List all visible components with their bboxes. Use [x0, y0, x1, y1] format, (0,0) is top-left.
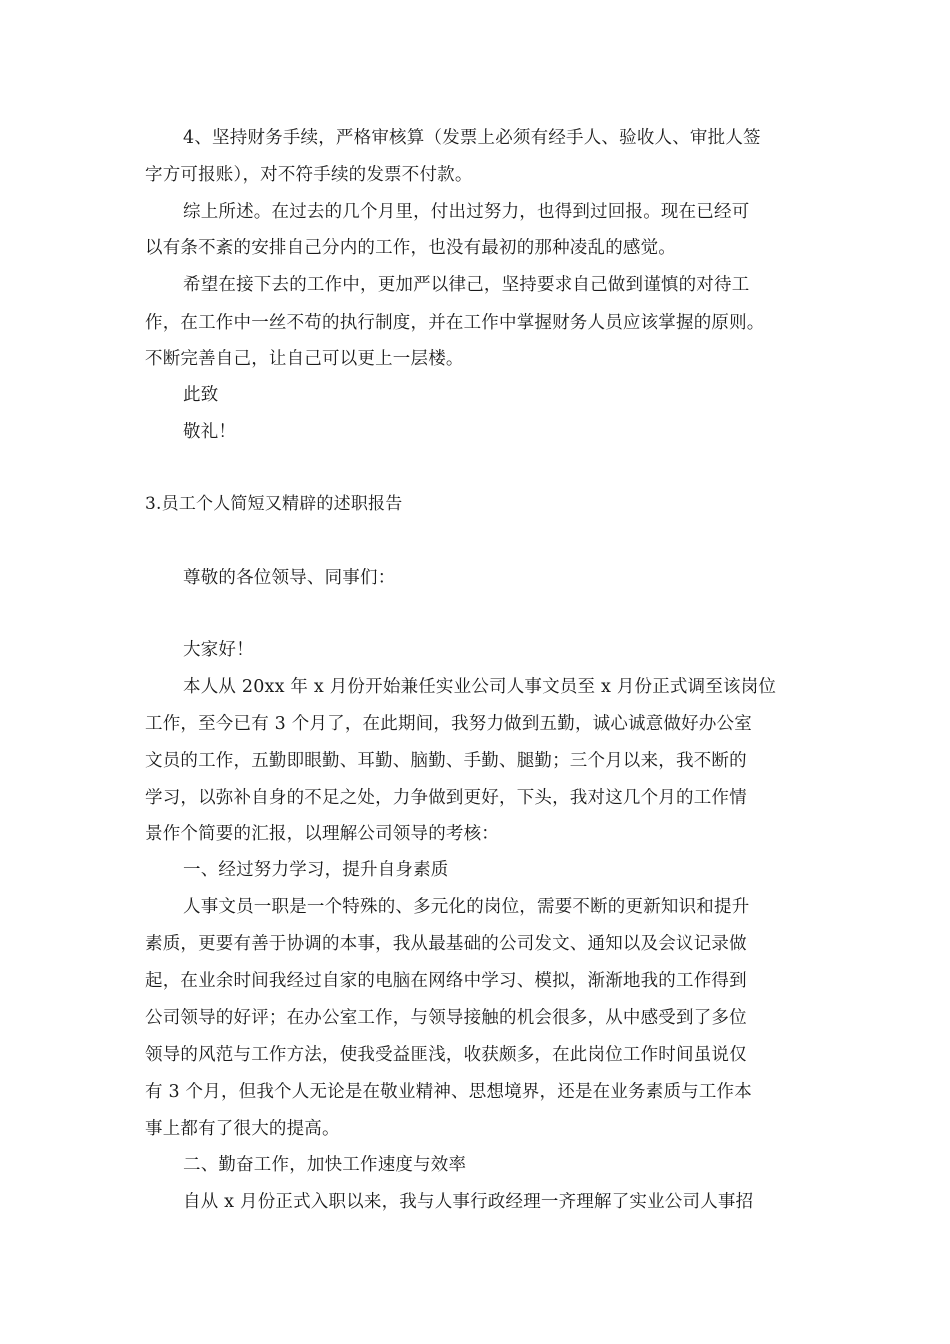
paragraph-line: 学习，以弥补自身的不足之处，力争做到更好，下头，我对这几个月的工作情 [145, 788, 747, 808]
paragraph-line: 自从 x 月份正式入职以来，我与人事行政经理一齐理解了实业公司人事招 [183, 1192, 754, 1212]
section-heading: 3.员工个人简短又精辟的述职报告 [145, 494, 403, 514]
paragraph-line: 文员的工作，五勤即眼勤、耳勤、脑勤、手勤、腿勤；三个月以来，我不断的 [145, 751, 747, 771]
paragraph-line: 素质，更要有善于协调的本事，我从最基础的公司发文、通知以及会议记录做 [145, 934, 747, 954]
greeting-line: 大家好！ [183, 640, 254, 660]
paragraph-line: 以有条不紊的安排自己分内的工作，也没有最初的那种凌乱的感觉。 [145, 238, 676, 258]
paragraph-line: 本人从 20xx 年 x 月份开始兼任实业公司人事文员至 x 月份正式调至该岗位 [183, 677, 777, 697]
paragraph-line: 字方可报账），对不符手续的发票不付款。 [145, 165, 473, 185]
paragraph-line: 4、坚持财务手续，严格审核算（发票上必须有经手人、验收人、审批人签 [183, 128, 761, 148]
paragraph-line: 事上都有了很大的提高。 [145, 1119, 340, 1139]
greeting-line: 尊敬的各位领导、同事们： [183, 568, 396, 588]
paragraph-line: 起，在业余时间我经过自家的电脑在网络中学习、模拟，渐渐地我的工作得到 [145, 971, 747, 991]
closing-line: 此致 [183, 385, 219, 405]
closing-salutation: 敬礼！ [183, 422, 237, 442]
paragraph-line: 希望在接下去的工作中，更加严以律己，坚持要求自己做到谨慎的对待工 [183, 275, 750, 295]
subsection-heading: 二、勤奋工作，加快工作速度与效率 [183, 1155, 467, 1175]
paragraph-line: 作，在工作中一丝不苟的执行制度，并在工作中掌握财务人员应该掌握的原则。 [145, 313, 765, 333]
subsection-heading: 一、经过努力学习，提升自身素质 [183, 860, 449, 880]
paragraph-line: 人事文员一职是一个特殊的、多元化的岗位，需要不断的更新知识和提升 [183, 897, 750, 917]
paragraph-line: 公司领导的好评；在办公室工作，与领导接触的机会很多，从中感受到了多位 [145, 1008, 747, 1028]
paragraph-line: 景作个简要的汇报，以理解公司领导的考核： [145, 824, 499, 844]
paragraph-line: 领导的风范与工作方法，使我受益匪浅，收获颇多，在此岗位工作时间虽说仅 [145, 1045, 747, 1065]
paragraph-line: 综上所述。在过去的几个月里，付出过努力，也得到过回报。现在已经可 [183, 202, 750, 222]
paragraph-line: 工作，至今已有 3 个月了，在此期间，我努力做到五勤，诚心诚意做好办公室 [145, 714, 752, 734]
paragraph-line: 不断完善自己，让自己可以更上一层楼。 [145, 349, 464, 369]
paragraph-line: 有 3 个月，但我个人无论是在敬业精神、思想境界，还是在业务素质与工作本 [145, 1082, 752, 1102]
